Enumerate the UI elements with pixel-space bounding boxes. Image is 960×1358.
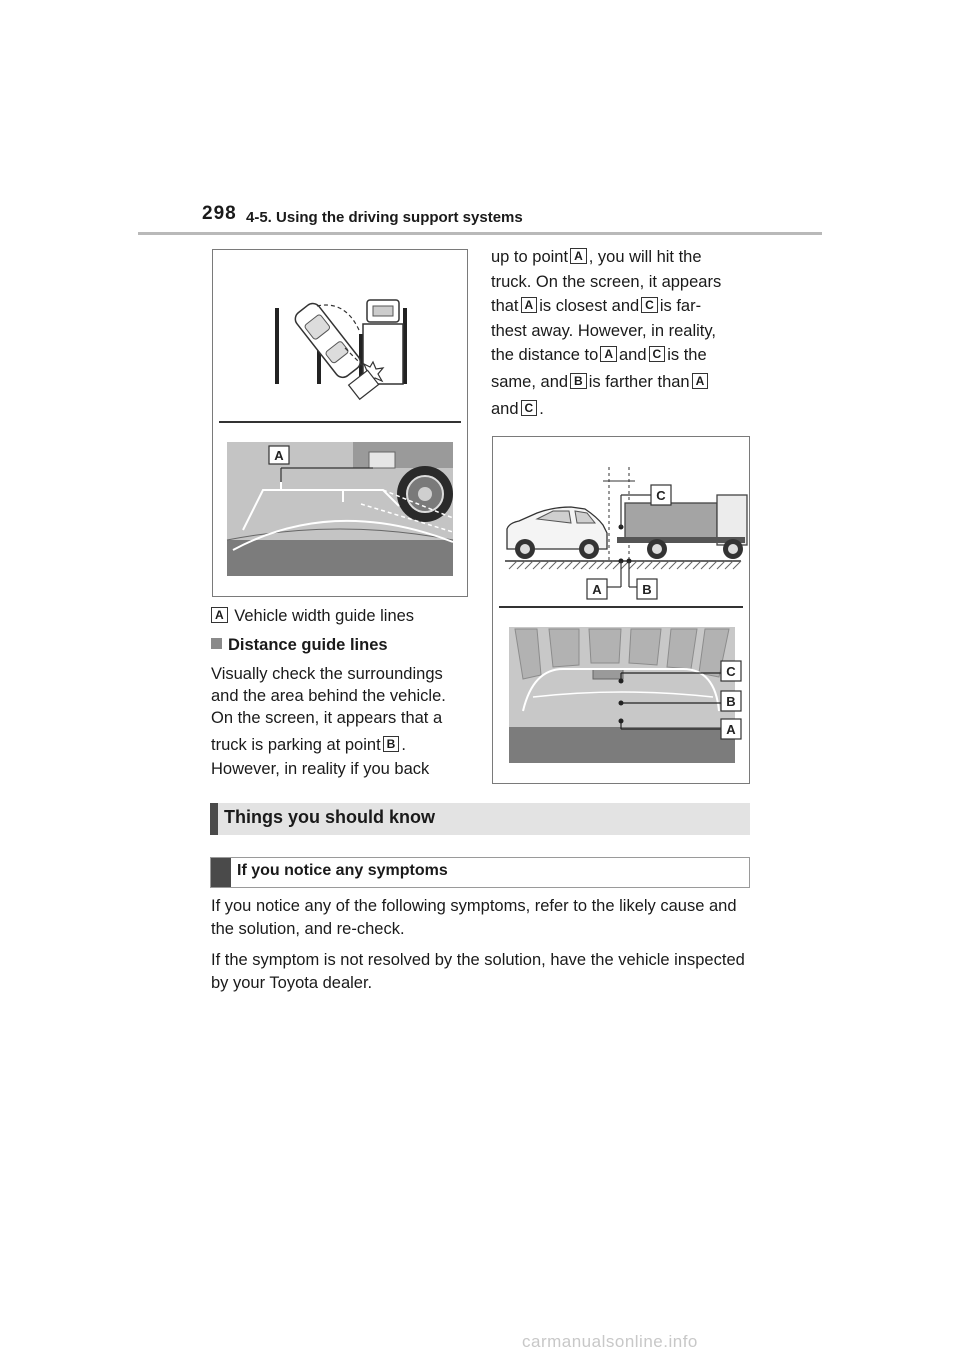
distance-line-4-label: B bbox=[383, 736, 400, 752]
right-column-text bbox=[491, 244, 751, 423]
r-l1-pre: up to point bbox=[491, 248, 569, 266]
figure-distance-guide-lines bbox=[492, 436, 750, 784]
r-l3-post: is far- bbox=[659, 297, 702, 315]
figure1-caption bbox=[211, 603, 471, 630]
r-l1-post: , you will hit the bbox=[588, 248, 702, 266]
r-l1-label: A bbox=[570, 248, 587, 264]
r-l6-label2: A bbox=[692, 373, 709, 389]
symptoms-heading-box bbox=[210, 857, 750, 888]
header-rule bbox=[138, 232, 822, 235]
distance-line-4-post: . bbox=[401, 736, 406, 754]
r-l5-label2: C bbox=[649, 346, 666, 362]
r-l6-mid: is farther than bbox=[588, 373, 690, 391]
r-l5-post: is the bbox=[667, 346, 707, 364]
caption-text: Vehicle width guide lines bbox=[234, 607, 415, 625]
r-l6-label1: B bbox=[570, 373, 587, 389]
distance-guide-heading: Distance guide lines bbox=[228, 636, 388, 654]
figure-width-guide-lines bbox=[212, 249, 468, 597]
figure2-camera-label-b: B bbox=[726, 694, 736, 709]
width-guide-illustration bbox=[213, 250, 467, 596]
distance-line-5: However, in reality if you back bbox=[211, 760, 430, 778]
footer-watermark: carmanualsonline.info bbox=[522, 1332, 698, 1351]
r-l6-pre: same, and bbox=[491, 373, 569, 391]
r-l4: thest away. However, in reality, bbox=[491, 322, 716, 340]
figure1-label-a: A bbox=[274, 448, 284, 463]
figure2-top-label-b: B bbox=[642, 582, 652, 597]
symptoms-title: If you notice any symptoms bbox=[237, 862, 448, 879]
figure2-top-label-a: A bbox=[592, 582, 602, 597]
distance-line-2: and the area behind the vehicle. bbox=[211, 687, 446, 705]
distance-guide-section bbox=[211, 632, 481, 779]
r-l3-label2: C bbox=[641, 297, 658, 313]
distance-line-4-pre: truck is parking at point bbox=[211, 736, 381, 754]
symptoms-paragraph-2: If the symptom is not resolved by the solution, have the vehicle inspected by your Toyota dealer. bbox=[211, 951, 745, 992]
r-l3-mid: is closest and bbox=[539, 297, 640, 315]
r-l3-label1: A bbox=[521, 297, 538, 313]
caption-label-a: A bbox=[211, 607, 228, 623]
things-you-should-know-bar bbox=[210, 803, 750, 835]
bullet-square-icon bbox=[211, 638, 222, 649]
section-tag bbox=[210, 803, 218, 835]
r-l2: truck. On the screen, it appears bbox=[491, 273, 722, 291]
r-l7-pre: and bbox=[491, 400, 519, 418]
page-number: 298 bbox=[202, 203, 237, 224]
r-l5-label1: A bbox=[600, 346, 617, 362]
r-l7-label: C bbox=[521, 400, 538, 416]
r-l7-post: . bbox=[539, 400, 544, 418]
section-title: 4-5. Using the driving support systems bbox=[246, 209, 523, 226]
distance-line-1: Visually check the surroundings bbox=[211, 665, 443, 683]
symptoms-tag bbox=[211, 858, 231, 887]
r-l3-pre: that bbox=[491, 297, 519, 315]
symptoms-paragraph-1: If you notice any of the following symptoms, refer to the likely cause and the solution, and re-check. bbox=[211, 897, 737, 938]
figure2-camera-label-c: C bbox=[726, 664, 736, 679]
things-you-should-know-title: Things you should know bbox=[224, 807, 435, 827]
r-l5-mid: and bbox=[619, 346, 647, 364]
figure2-top-label-c: C bbox=[656, 488, 666, 503]
r-l5-pre: the distance to bbox=[491, 346, 599, 364]
figure2-camera-label-a: A bbox=[726, 722, 736, 737]
distance-guide-illustration bbox=[493, 437, 749, 783]
distance-line-3: On the screen, it appears that a bbox=[211, 709, 443, 727]
symptoms-body bbox=[211, 895, 751, 1003]
